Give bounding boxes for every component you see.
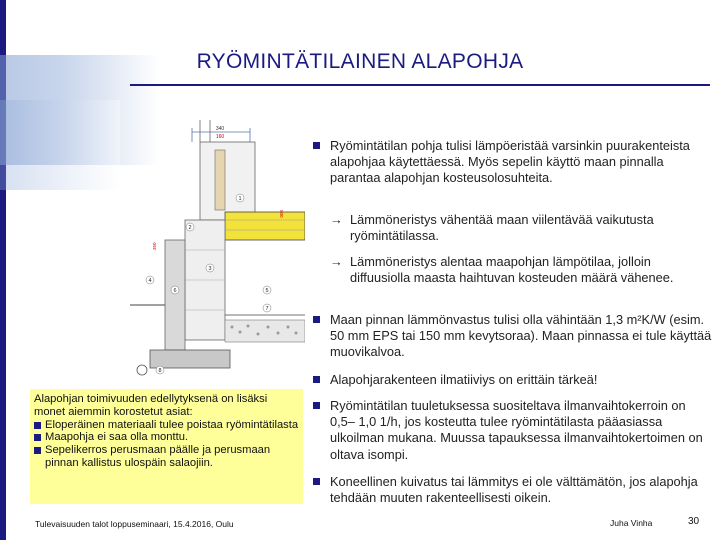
slide-title: RYÖMINTÄTILAINEN ALAPOHJA	[196, 50, 524, 73]
marker-8: 8	[158, 368, 162, 374]
bullet-square-icon	[313, 376, 320, 383]
dim-label-500: 500	[279, 210, 284, 218]
marker-7: 7	[265, 306, 269, 312]
bullet-square-icon	[313, 402, 320, 409]
dim-label-340: 340	[215, 126, 225, 132]
arrow-right-icon: →	[330, 254, 343, 269]
footing	[150, 350, 230, 368]
sub-bullet-item: → Lämmöneristys vähentää maan viilentävää vaikutusta ryömintätilassa.	[330, 212, 654, 244]
sub-bullet-item: → Lämmöneristys alentaa maapohjan lämpötilaa, jolloin diffuusiolla maasta haihtuvan kosteuden määrä vähenee.	[330, 254, 674, 286]
callout-intro: Alapohjan toimivuuden edellytyksenä on lisäksi monet aiemmin korostetut asiat:	[34, 393, 268, 418]
bullet-square-icon	[34, 422, 41, 429]
dim-label-350: 350	[152, 242, 157, 250]
bullet-square-icon	[313, 478, 320, 485]
marker-2: 2	[188, 225, 192, 231]
footer-event: Tulevaisuuden talot loppuseminaari, 15.4.2016, Oulu	[35, 519, 234, 529]
callout-list-item: Eloperäinen materiaali tulee poistaa ryömintätilasta	[34, 419, 299, 432]
drain-pipe	[137, 365, 147, 375]
bullet-square-icon	[34, 434, 41, 441]
marker-3: 3	[208, 266, 212, 272]
bullet-item: Alapohjarakenteen ilmatiiviys on erittäin tärkeä!	[313, 372, 713, 388]
crushed-stone-layer	[225, 320, 305, 342]
marker-4: 4	[148, 278, 152, 284]
bullet-item: Koneellinen kuivatus tai lämmitys ei ole välttämätön, jos alapohja tehdään muuten rakenteellisesti oikein.	[313, 474, 713, 506]
bullet-item: Ryömintätilan tuuletuksessa suositeltava ilmanvaihtokerroin on 0,5– 1,0 1/h, jos kosteutta tulee ryömintätilasta pääasiassa ulkoilman mukana. Muussa tapauksessa ilmanvaihtokertoimen on oltava isompi.	[313, 398, 713, 463]
bullet-square-icon	[313, 142, 320, 149]
callout-box	[30, 389, 303, 504]
footer-author: Juha Vinha	[610, 518, 653, 528]
arrow-right-icon: →	[330, 212, 343, 227]
wall-upper	[200, 142, 255, 220]
callout-list-item: Sepelikerros perusmaan päälle ja perusmaan pinnan kallistus ulospäin salaojiin.	[34, 444, 299, 470]
bullet-item: Ryömintätilan pohja tulisi lämpöeristää varsinkin puurakenteista alapohjaa käytettäessä. Myös sepelin käyttö maan pinnalla parantaa alapohjan kosteusolosuhteita.	[313, 138, 713, 187]
wall-stud	[215, 150, 225, 210]
bullet-square-icon	[313, 316, 320, 323]
callout-list	[34, 419, 299, 470]
bullet-item: Maan pinnan lämmönvastus tulisi olla vähintään 1,3 m²K/W (esim. 50 mm EPS tai 150 mm kevytsoraa). Maan pinnassa ei tule käyttää muovikalvoa.	[313, 312, 713, 361]
floor-insulation	[225, 212, 305, 240]
title-underline	[130, 84, 710, 86]
decorative-band-lower	[0, 100, 120, 190]
page-number: 30	[688, 516, 700, 527]
concrete-plinth	[165, 240, 185, 350]
bullet-square-icon	[34, 447, 41, 454]
construction-drawing	[130, 120, 305, 390]
marker-6: 6	[173, 288, 177, 294]
marker-5: 5	[265, 288, 269, 294]
dim-label-160: 160	[215, 134, 225, 140]
marker-1: 1	[238, 196, 242, 202]
callout-list-item: Maapohja ei saa olla monttu.	[34, 431, 299, 444]
